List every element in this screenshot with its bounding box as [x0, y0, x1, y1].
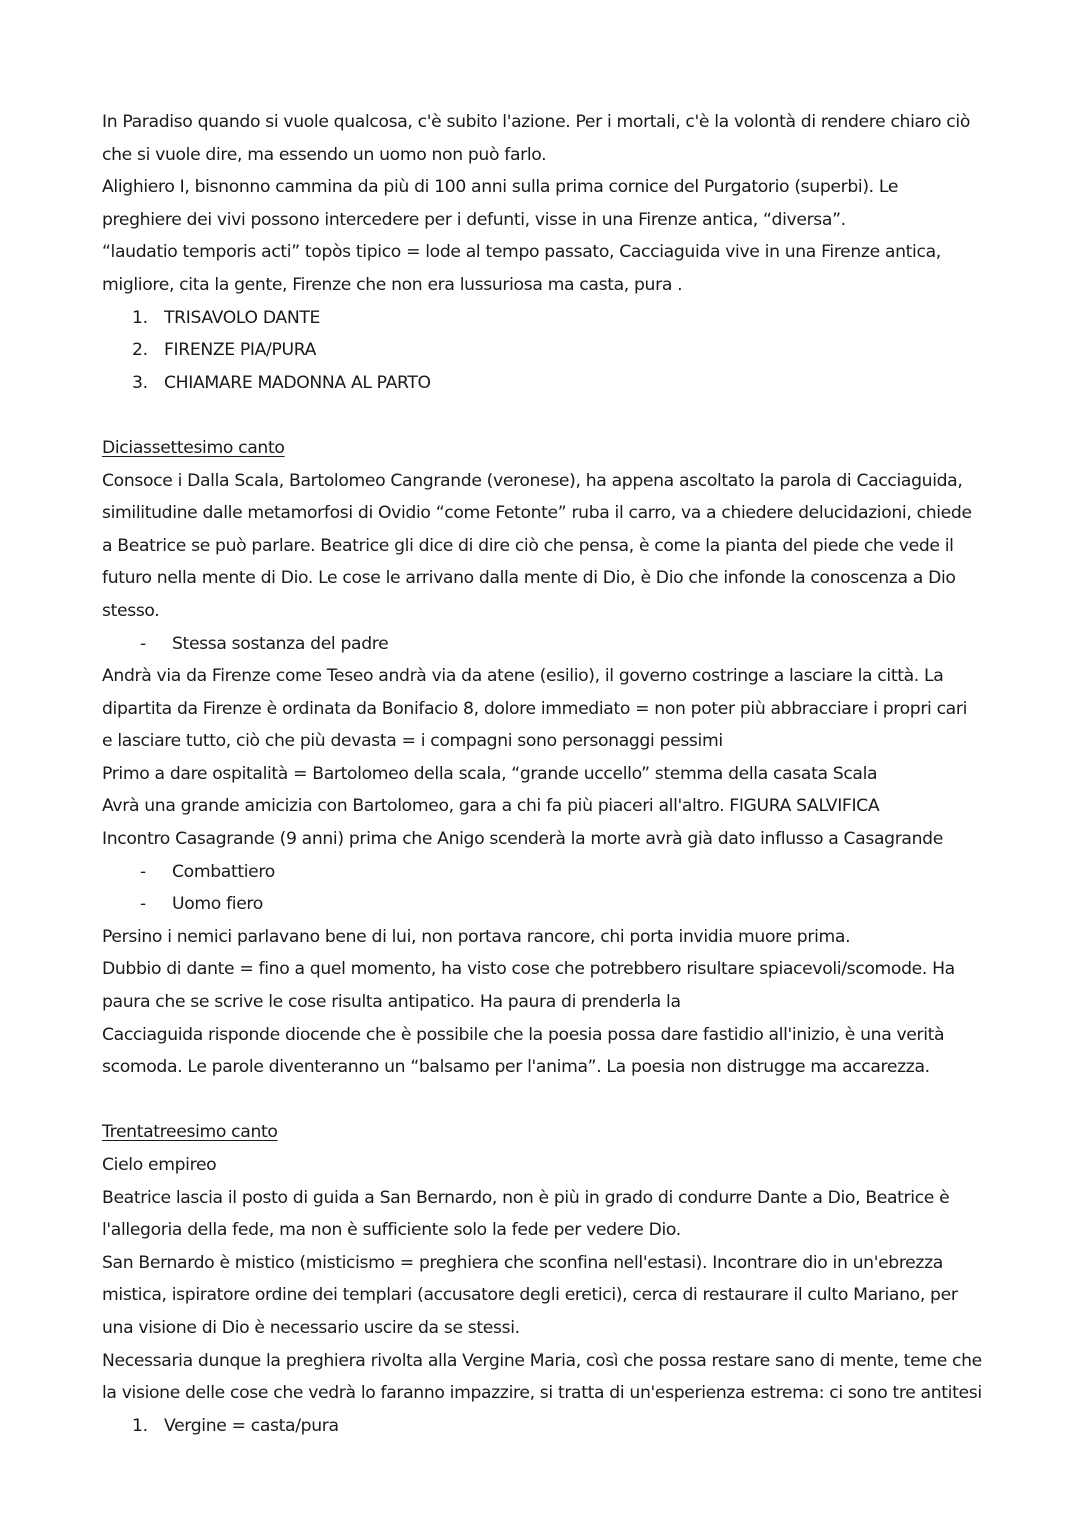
paragraph: Primo a dare ospitalità = Bartolomeo della scala, “grande uccello” stemma della casata Scala — [102, 763, 878, 784]
list-item-text: FIRENZE PIA/PURA — [164, 340, 317, 361]
dash-list — [102, 856, 982, 921]
paragraph: Consoce i Dalla Scala, Bartolomeo Cangrande (veronese), ha appena ascoltato la parola di Cacciaguida, similitudine dalle metamorfosi di Ovidio “come Fetonte” ruba il carro, va a chiedere delucidazioni, chiede a Beatrice se può parlare. Beatrice gli dice di dire ciò che pensa, è come la pianta del piede che vede il futuro nella mente di Dio. Le cose le arrivano dalla mente di Dio, è Dio che infonde la conoscenza a Dio stesso. — [102, 470, 972, 621]
paragraph: “laudatio temporis acti” topòs tipico = lode al tempo passato, Cacciaguida vive in una Firenze antica, migliore, cita la gente, Firenze che non era lussuriosa ma casta, pura . — [102, 242, 941, 295]
list-item — [102, 302, 982, 335]
dash-list — [102, 628, 982, 661]
dash-bullet-icon: - — [140, 894, 146, 915]
list-item-text: CHIAMARE MADONNA AL PARTO — [164, 372, 431, 393]
blank-line — [102, 1084, 982, 1117]
list-number: 2. — [132, 340, 148, 361]
paragraph: Cacciaguida risponde diocende che è possibile che la poesia possa dare fastidio all'inizio, è una verità scomoda. Le parole diventeranno un “balsamo per l'anima”. La poesia non distrugge ma accarezza. — [102, 1024, 945, 1078]
paragraph: Necessaria dunque la preghiera rivolta alla Vergine Maria, così che possa restare sano di mente, teme che la visione delle cose che vedrà lo faranno impazzire, si tratta di un'esperienza estrema: ci sono tre antitesi — [102, 1350, 982, 1404]
dash-bullet-icon: - — [140, 861, 146, 882]
paragraph: In Paradiso quando si vuole qualcosa, c'è subito l'azione. Per i mortali, c'è la volontà di rendere chiaro ciò che si vuole dire, ma essendo un uomo non può farlo. — [102, 112, 970, 165]
list-item — [102, 856, 982, 889]
list-number: 3. — [132, 372, 148, 393]
list-item-text: Stessa sostanza del padre — [172, 633, 389, 654]
paragraph: Dubbio di dante = fino a quel momento, ha visto cose che potrebbero risultare spiacevoli/scomode. Ha paura che se scrive le cose risulta antipatico. Ha paura di prenderla la — [102, 959, 955, 1013]
list-item-text: TRISAVOLO DANTE — [164, 307, 320, 328]
notes-page — [102, 106, 982, 1442]
section-heading: Trentatreesimo canto — [102, 1122, 278, 1143]
paragraph: Andrà via da Firenze come Teseo andrà via da atene (esilio), il governo costringe a lasciare la città. La dipartita da Firenze è ordinata da Bonifacio 8, dolore immediato = non poter più abbracciare i propri cari e lasciare tutto, ciò che più devasta = i compagni sono personaggi pessimi — [102, 666, 967, 752]
paragraph: Alighiero I, bisnonno cammina da più di 100 anni sulla prima cornice del Purgatorio (superbi). Le preghiere dei vivi possono intercedere per i defunti, visse in una Firenze antica, “diversa”. — [102, 177, 899, 230]
paragraph: Incontro Casagrande (9 anni) prima che Anigo scenderà la morte avrà già dato influsso a Casagrande — [102, 829, 943, 850]
list-number: 1. — [132, 1415, 148, 1436]
paragraph: Avrà una grande amicizia con Bartolomeo, gara a chi fa più piaceri all'altro. FIGURA SALVIFICA — [102, 796, 880, 817]
list-item — [102, 334, 982, 367]
section-heading: Diciassettesimo canto — [102, 437, 285, 458]
paragraph: San Bernardo è mistico (misticismo = preghiera che sconfina nell'estasi). Incontrare dio in un'ebrezza mistica, ispiratore ordine dei templari (accusatore degli eretici), cerca di restaurare il culto Mariano, per una visione di Dio è necessario uscire da se stessi. — [102, 1252, 958, 1338]
list-item — [102, 1410, 982, 1443]
numbered-list — [102, 302, 982, 400]
list-item — [102, 367, 982, 400]
list-item-text: Vergine = casta/pura — [164, 1415, 339, 1436]
list-item-text: Combattiero — [172, 861, 275, 882]
paragraph: Persino i nemici parlavano bene di lui, non portava rancore, chi porta invidia muore prima. — [102, 926, 851, 947]
list-number: 1. — [132, 307, 148, 328]
list-item — [102, 888, 982, 921]
dash-bullet-icon: - — [140, 633, 146, 654]
blank-line — [102, 399, 982, 432]
list-item — [102, 628, 982, 661]
paragraph: Beatrice lascia il posto di guida a San Bernardo, non è più in grado di condurre Dante a Dio, Beatrice è l'allegoria della fede, ma non è sufficiente solo la fede per vedere Dio. — [102, 1187, 950, 1241]
paragraph: Cielo empireo — [102, 1155, 217, 1175]
numbered-list — [102, 1410, 982, 1443]
list-item-text: Uomo fiero — [172, 894, 263, 915]
